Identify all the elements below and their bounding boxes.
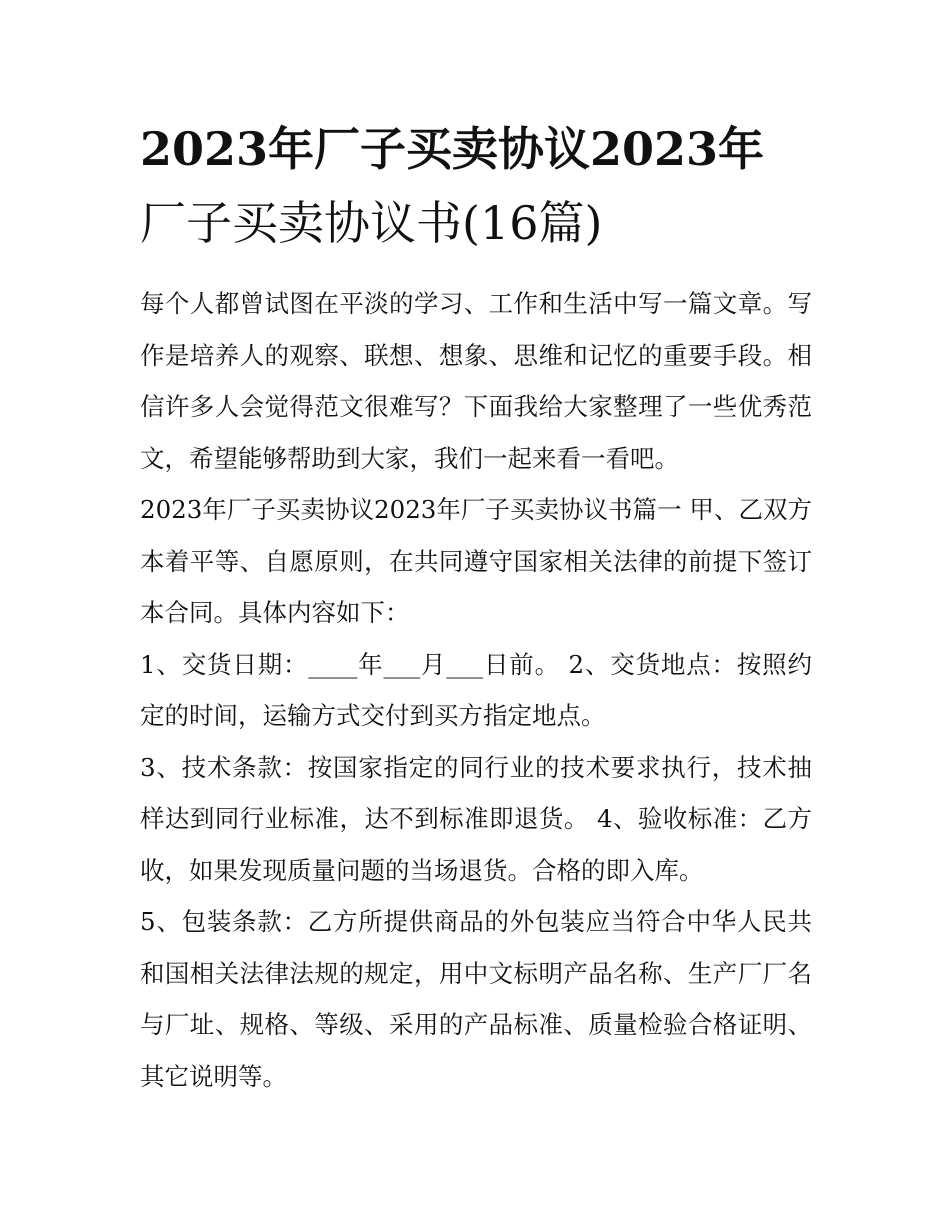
intro-paragraph: 每个人都曾试图在平淡的学习、工作和生活中写一篇文章。写作是培养人的观察、联想、想象、思维和记忆的重要手段。相信许多人会觉得范文很难写？下面我给大家整理了一些优秀范文，希望能够帮助到大家，我们一起来看一看吧。 [140, 289, 812, 473]
title-line-1: 2023年厂子买卖协议2023年 [140, 122, 765, 176]
body-paragraph-3: 3、技术条款：按国家指定的同行业的技术要求执行，技术抽样达到同行业标准，达不到标准即退货。 4、验收标准：乙方收，如果发现质量问题的当场退货。合格的即入库。 [140, 752, 812, 885]
document-page [140, 112, 812, 1102]
body-paragraph-4: 5、包装条款：乙方所提供商品的外包装应当符合中华人民共和国相关法律法规的规定，用中文标明产品名称、生产厂厂名与厂址、规格、等级、采用的产品标准、质量检验合格证明、其它说明等。 [140, 907, 812, 1091]
document-title [140, 112, 812, 260]
body-paragraph-1: 2023年厂子买卖协议2023年厂子买卖协议书篇一 甲、乙双方本着平等、自愿原则，在共同遵守国家相关法律的前提下签订本合同。具体内容如下： [140, 495, 812, 627]
title-line-2: 厂子买卖协议书(16篇) [140, 196, 603, 250]
body-paragraph-2: 1、交货日期：____年___月___日前。 2、交货地点：按照约定的时间，运输方式交付到买方指定地点。 [140, 649, 812, 730]
